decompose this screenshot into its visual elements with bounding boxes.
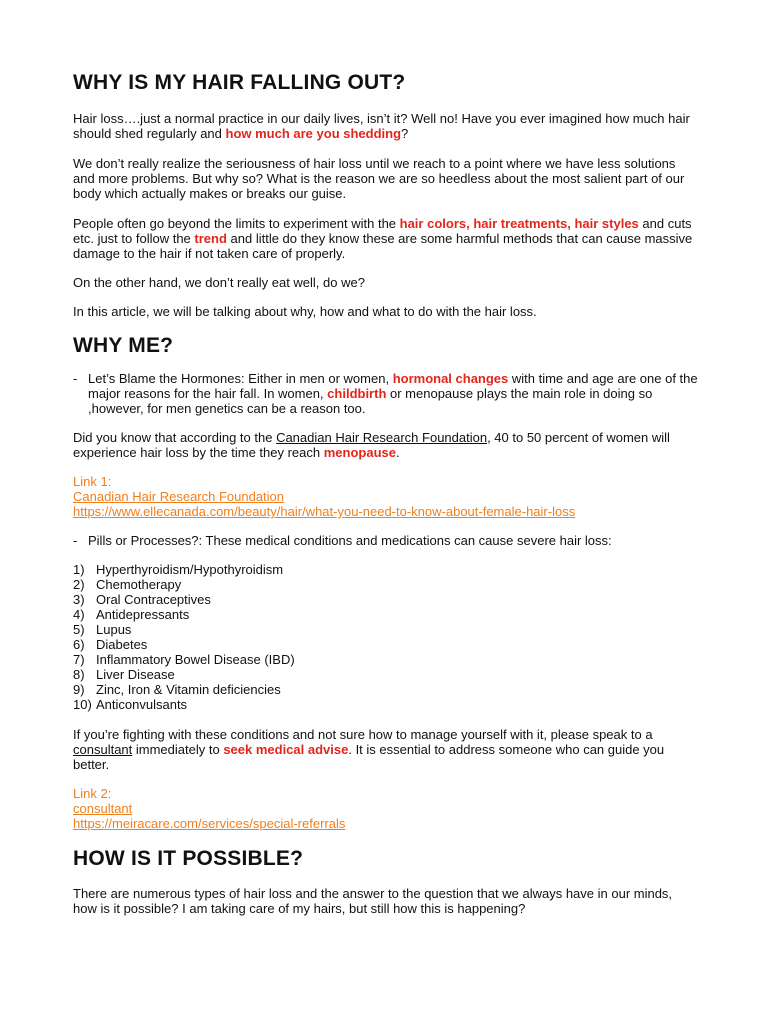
list-number: 10) — [73, 697, 92, 712]
list-item — [73, 652, 698, 667]
heading-how-is-it-possible: HOW IS IT POSSIBLE? — [73, 847, 304, 870]
list-text: Liver Disease — [96, 667, 175, 682]
list-text: Zinc, Iron & Vitamin deficiencies — [96, 682, 281, 697]
list-text: Diabetes — [96, 637, 148, 652]
highlight-seek-medical-advise: seek medical advise — [223, 742, 349, 757]
highlight-hair-colors: hair colors, hair treatments, hair styles — [399, 216, 639, 231]
list-number: 6) — [73, 637, 85, 652]
bullet-hormones — [73, 371, 698, 416]
link-2-url[interactable]: https://meiracare.com/services/special-referrals — [73, 816, 346, 831]
list-text: Lupus — [96, 622, 132, 637]
paragraph-eat-well: On the other hand, we don’t really eat well, do we? — [73, 275, 365, 290]
text-run: People often go beyond the limits to experiment with the — [73, 216, 400, 231]
text-run: immediately to — [132, 742, 224, 757]
list-item — [73, 607, 698, 622]
list-number: 1) — [73, 562, 85, 577]
highlight-trend: trend — [194, 231, 227, 246]
text-run: , 40 to 50 percent of women will experience hair loss by the time they reach — [73, 430, 670, 460]
article-body — [73, 70, 698, 916]
link-1-label: Link 1: — [73, 474, 112, 489]
list-item — [73, 592, 698, 607]
text-run: and little do they know these are some harmful methods that can cause massive damage to the hair if not taken care of properly. — [73, 231, 693, 261]
list-item — [73, 577, 698, 592]
list-item — [73, 682, 698, 697]
highlight-hormonal-changes: hormonal changes — [392, 371, 509, 386]
highlight-shedding: how much are you shedding — [225, 126, 402, 141]
text-run: or menopause plays the main role in doing so ,however, for men genetics can be a reason too. — [88, 386, 653, 416]
paragraph-seriousness: We don’t really realize the seriousness of hair loss until we reach to a point where we have less solutions and more problems. But why so? What is the reason we are so heedless about the most salient part of our body which actually makes or breaks our guise. — [73, 156, 685, 201]
paragraph-consultant — [73, 727, 698, 772]
list-item — [73, 697, 698, 712]
list-number: 9) — [73, 682, 85, 697]
paragraph-intro — [73, 111, 698, 141]
link-1-text[interactable]: Canadian Hair Research Foundation — [73, 489, 285, 504]
highlight-childbirth: childbirth — [327, 386, 387, 401]
list-number: 5) — [73, 622, 85, 637]
list-item — [73, 637, 698, 652]
list-item — [73, 667, 698, 682]
list-text: Anticonvulsants — [96, 697, 188, 712]
list-item — [73, 562, 698, 577]
text-run: Did you know that according to the — [73, 430, 277, 445]
bullet-pills — [73, 533, 698, 548]
link-2-label: Link 2: — [73, 786, 112, 801]
link-consultant[interactable]: consultant — [73, 742, 133, 757]
paragraph-types-of-hair-loss: There are numerous types of hair loss and the answer to the question that we always have in our minds, how is it possible? I am taking care of my hairs, but still how this is happening? — [73, 886, 673, 916]
text-run: . It is essential to address someone who can guide you better. — [73, 742, 665, 772]
paragraph-article-scope: In this article, we will be talking about why, how and what to do with the hair loss. — [73, 304, 537, 319]
paragraph-experiment — [73, 216, 698, 261]
link-2-text[interactable]: consultant — [73, 801, 133, 816]
list-number: 4) — [73, 607, 85, 622]
text-run: with time and age are one of the major reasons for the hair fall. In women, — [88, 371, 698, 401]
link-canadian-hair-research[interactable]: Canadian Hair Research Foundation — [276, 430, 488, 445]
bullet-dash: - — [73, 533, 78, 548]
conditions-list — [73, 562, 698, 712]
link-block-2 — [73, 786, 698, 831]
list-number: 2) — [73, 577, 85, 592]
bullet-pills-text: Pills or Processes?: These medical conditions and medications can cause severe hair loss: — [88, 533, 612, 548]
text-run: and cuts etc. just to follow the — [73, 216, 692, 246]
text-run: If you’re fighting with these conditions and not sure how to manage yourself with it, please speak to a — [73, 727, 653, 742]
list-text: Hyperthyroidism/Hypothyroidism — [96, 562, 284, 577]
highlight-menopause: menopause — [323, 445, 396, 460]
list-number: 3) — [73, 592, 85, 607]
paragraph-research-foundation — [73, 430, 698, 460]
bullet-hormones-text — [88, 371, 698, 416]
list-text: Oral Contraceptives — [96, 592, 211, 607]
bullet-dash: - — [73, 371, 78, 386]
link-block-1 — [73, 474, 698, 519]
list-number: 8) — [73, 667, 85, 682]
heading-why-me: WHY ME? — [73, 334, 174, 357]
text-run: ? — [401, 126, 409, 141]
list-number: 7) — [73, 652, 85, 667]
list-item — [73, 622, 698, 637]
list-text: Chemotherapy — [96, 577, 182, 592]
heading-why-hair-falling-out: WHY IS MY HAIR FALLING OUT? — [73, 71, 406, 94]
text-run: Let’s Blame the Hormones: Either in men or women, — [88, 371, 393, 386]
text-run: Hair loss….just a normal practice in our daily lives, isn’t it? Well no! Have you ever imagined how much hair should shed regularly and — [73, 111, 690, 141]
list-text: Inflammatory Bowel Disease (IBD) — [96, 652, 295, 667]
text-run: . — [396, 445, 400, 460]
link-1-url[interactable]: https://www.ellecanada.com/beauty/hair/what-you-need-to-know-about-female-hair-loss — [73, 504, 576, 519]
list-text: Antidepressants — [96, 607, 190, 622]
